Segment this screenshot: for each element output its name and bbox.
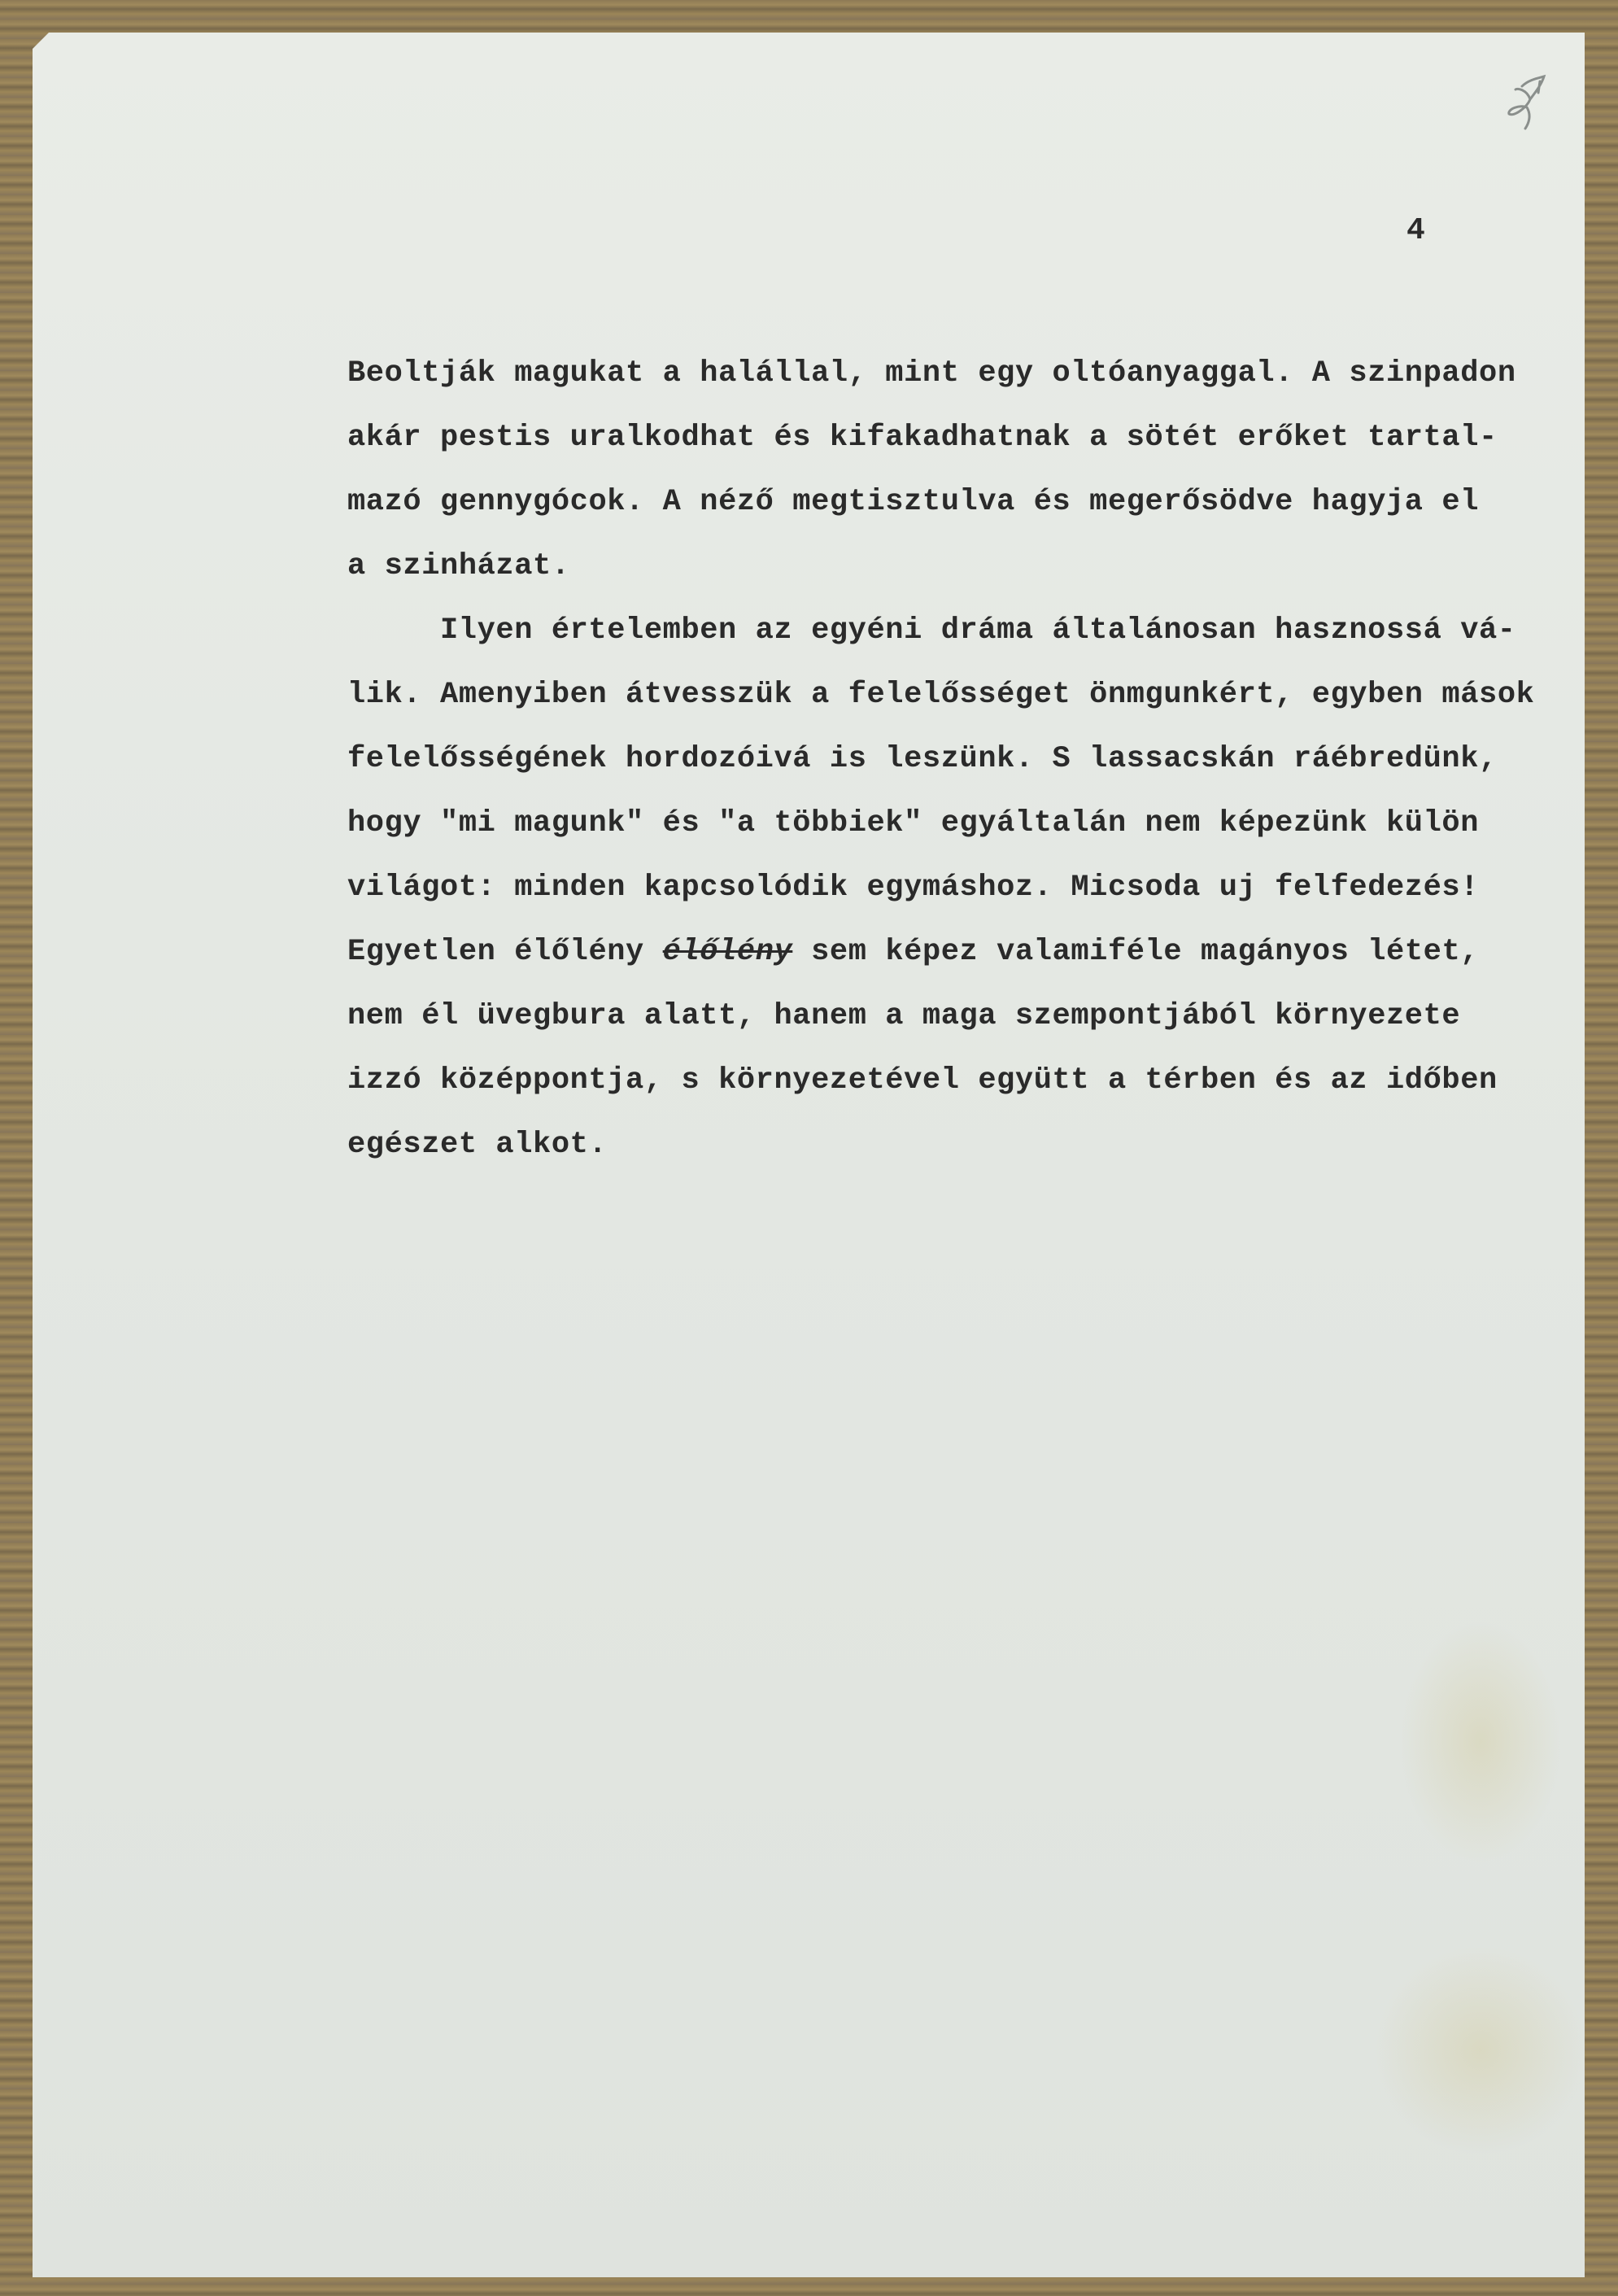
page-number: 4 (1406, 213, 1425, 248)
text-line: akár pestis uralkodhat és kifakadhatnak a sötét erőket tartal- (347, 421, 1498, 455)
text-line-with-strikeout (347, 920, 1568, 984)
text-line: Beoltják magukat a halállal, mint egy oltóanyaggal. A szinpadon (347, 356, 1516, 391)
text-fragment: Egyetlen élőlény (347, 935, 663, 969)
text-line: lik. Amenyiben átvesszük a felelősséget önmgunkért, egyben mások (347, 678, 1535, 712)
text-line: hogy "mi magunk" és "a többiek" egyáltalán nem képezünk külön (347, 806, 1480, 840)
paragraph-1 (347, 342, 1568, 599)
text-line: izzó középpontja, s környezetével együtt a térben és az időben (347, 1063, 1498, 1098)
text-line: egészet alkot. (347, 1128, 608, 1162)
paragraph-2 (347, 599, 1568, 1177)
text-fragment: sem képez valamiféle magányos létet, (792, 935, 1480, 969)
text-line: nem él üvegbura alatt, hanem a maga szempontjából környezete (347, 999, 1461, 1033)
body-text (347, 342, 1568, 1177)
handwritten-folio-number (1499, 72, 1548, 137)
text-line: felelősségének hordozóivá is leszünk. S lassacskán ráébredünk, (347, 742, 1498, 776)
struck-out-word: élőlény (662, 935, 793, 969)
paper-stain (1399, 1619, 1562, 1863)
paper-stain (1375, 1945, 1586, 2156)
text-line: világot: minden kapcsolódik egymáshoz. Micsoda uj felfedezés! (347, 871, 1480, 905)
text-line: mazó gennygócok. A néző megtisztulva és megerősödve hagyja el (347, 485, 1480, 519)
text-line: Ilyen értelemben az egyéni dráma általánosan hasznossá vá- (440, 613, 1516, 648)
text-line: a szinházat. (347, 549, 570, 583)
